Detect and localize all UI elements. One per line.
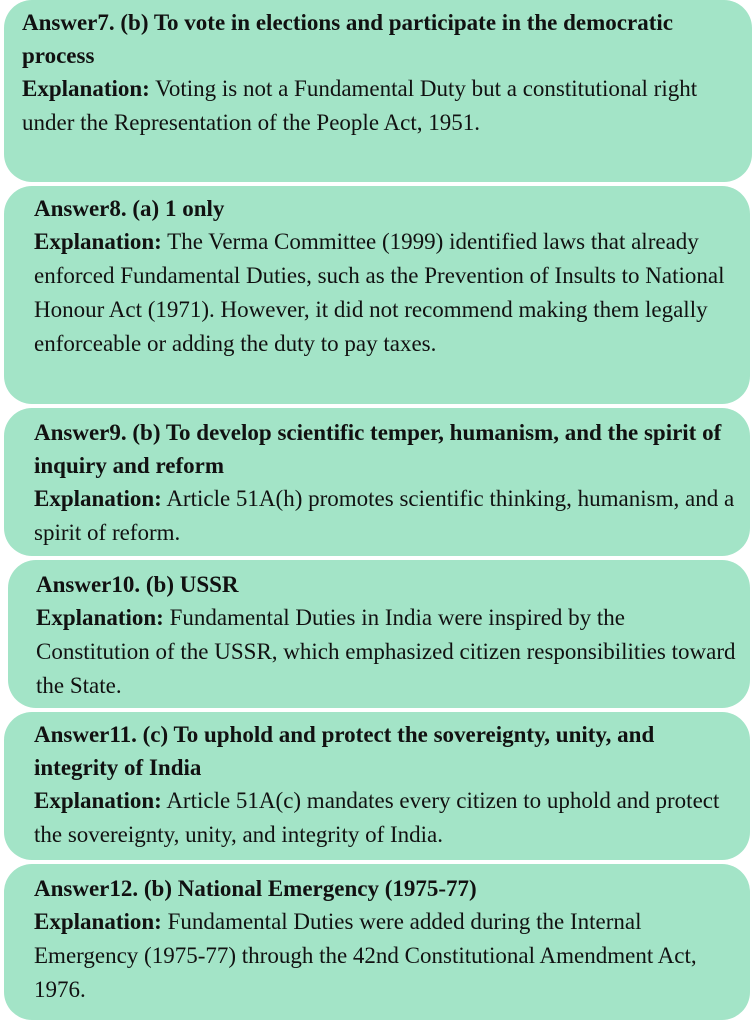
answer-card-12 — [4, 864, 750, 1020]
explanation-label: Explanation: — [34, 788, 162, 813]
explanation-text — [34, 905, 738, 1007]
answer-heading: Answer11. (c) To uphold and protect the sovereignty, unity, and integrity of India — [34, 722, 655, 780]
answer-heading: Answer12. (b) National Emergency (1975-77) — [34, 876, 477, 901]
explanation-body: Voting is not a Fundamental Duty but a constitutional right under the Representation of the People Act, 1951. — [22, 76, 698, 135]
answer-heading: Answer9. (b) To develop scientific temper, humanism, and the spirit of inquiry and reform — [34, 420, 722, 478]
explanation-body: Article 51A(h) promotes scientific thinking, humanism, and a spirit of reform. — [34, 486, 735, 545]
explanation-text — [22, 72, 738, 140]
answer-card-9 — [4, 408, 750, 556]
answer-card-7 — [4, 0, 752, 182]
explanation-body: Fundamental Duties were added during the Internal Emergency (1975-77) through the 42nd Constitutional Amendment Act, 1976. — [34, 909, 697, 1002]
answer-heading: Answer10. (b) USSR — [36, 572, 239, 597]
answer-card-11 — [4, 712, 750, 860]
explanation-body: Article 51A(c) mandates every citizen to uphold and protect the sovereignty, unity, and integrity of India. — [34, 788, 720, 847]
explanation-text — [36, 601, 738, 703]
answer-card-8 — [4, 186, 750, 404]
explanation-label: Explanation: — [34, 909, 162, 934]
explanation-text — [34, 225, 738, 361]
explanation-body: Fundamental Duties in India were inspired by the Constitution of the USSR, which emphasized citizen responsibilities toward the State. — [36, 605, 736, 698]
answer-card-10 — [8, 560, 750, 708]
explanation-text — [34, 482, 738, 550]
explanation-text — [34, 784, 738, 852]
answer-heading: Answer7. (b) To vote in elections and participate in the democratic process — [22, 10, 673, 68]
explanation-body: The Verma Committee (1999) identified laws that already enforced Fundamental Duties, such as the Prevention of Insults to National Honour Act (1971). However, it did not recommend making them legally enforceable or adding the duty to pay taxes. — [34, 229, 725, 356]
explanation-label: Explanation: — [36, 605, 164, 630]
explanation-label: Explanation: — [34, 229, 162, 254]
answer-heading: Answer8. (a) 1 only — [34, 196, 225, 221]
explanation-label: Explanation: — [34, 486, 162, 511]
explanation-label: Explanation: — [22, 76, 150, 101]
